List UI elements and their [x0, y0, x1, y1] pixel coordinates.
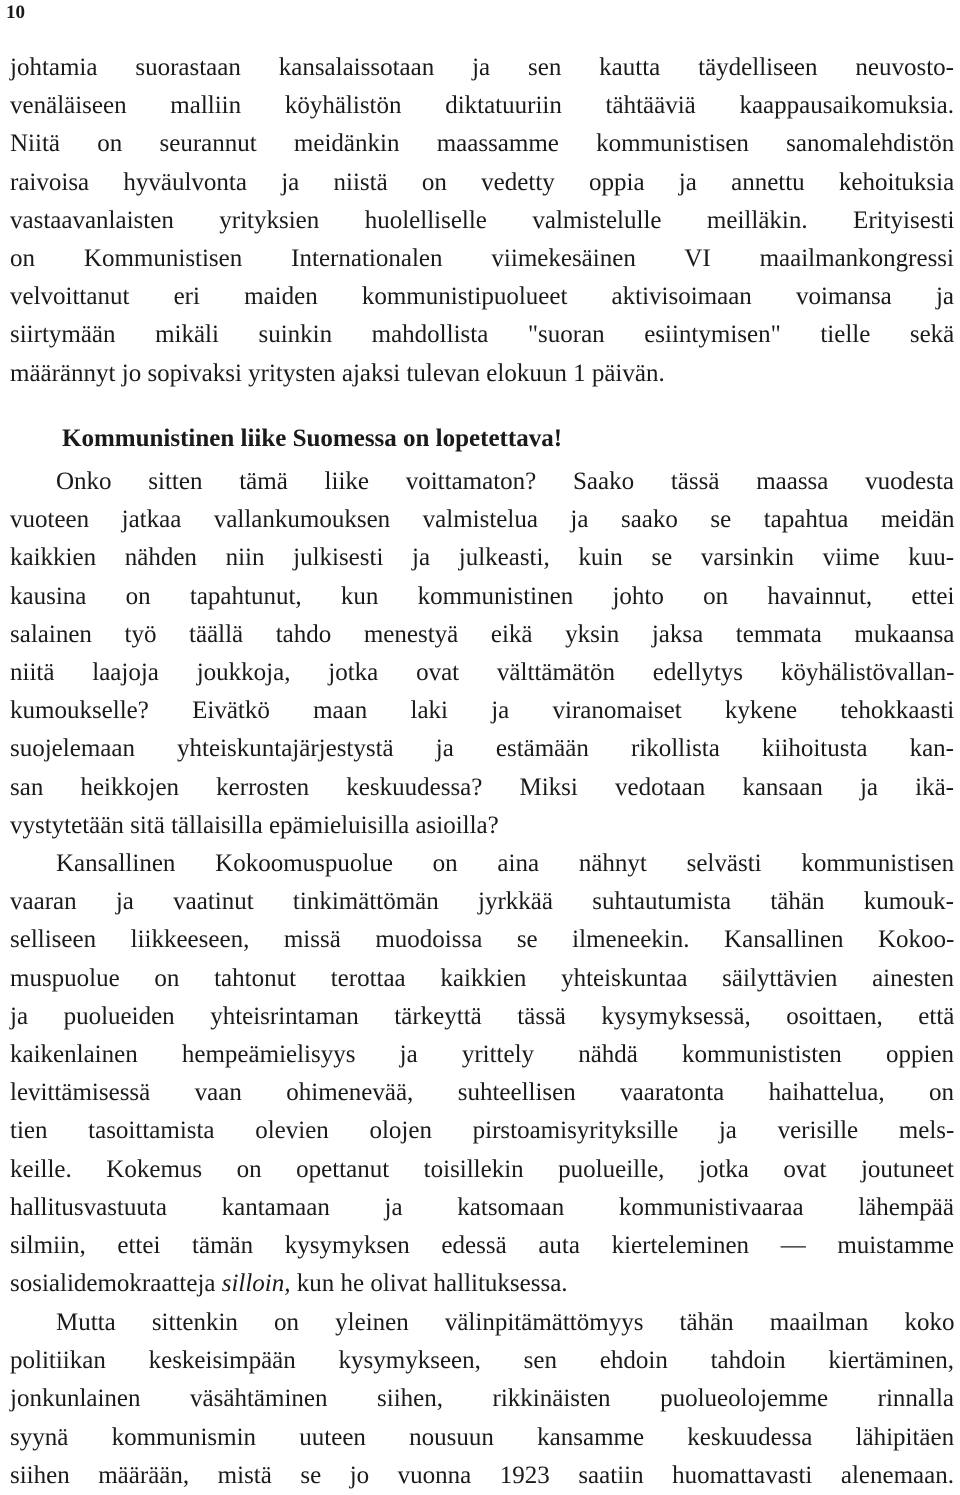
- text-line: ja puolueiden yhteisrintaman tärkeyttä tässä kysymyksessä, osoittaen, että: [10, 1002, 955, 1030]
- text-line: vaaran ja vaatinut tinkimättömän jyrkkää suhtautumista tähän kumouk-: [10, 888, 955, 916]
- text-line: kaikkien nähden niin julkisesti ja julkeasti, kuin se varsinkin viime kuu-: [10, 544, 955, 572]
- page-number: 10: [6, 2, 25, 23]
- text-line: kausina on tapahtunut, kun kommunistinen johto on havainnut, ettei: [10, 582, 955, 610]
- text-fragment: kun he olivat hallituksessa.: [290, 1270, 568, 1298]
- text-line: Mutta sittenkin on yleinen välinpitämättömyys tähän maailman koko: [56, 1309, 955, 1336]
- text-line: Kansallinen Kokoomuspuolue on aina nähnyt selvästi kommunistisen: [56, 850, 955, 877]
- text-fragment: sosialidemokraatteja: [10, 1270, 222, 1298]
- text-line: Niitä on seurannut meidänkin maassamme kommunistisen sanomalehdistön: [10, 130, 955, 158]
- text-line: jonkunlainen väsähtäminen siihen, rikkinäisten puolueolojemme rinnalla: [10, 1385, 954, 1413]
- text-line: politiikan keskeisimpään kysymykseen, sen ehdoin tahdoin kiertäminen,: [10, 1347, 954, 1375]
- text-line: velvoittanut eri maiden kommunistipuolueet aktivisoimaan voimansa ja: [10, 283, 954, 311]
- text-line: [10, 1265, 954, 1303]
- text-line: suojelemaan yhteiskuntajärjestystä ja estämään rikollista kiihoitusta kan-: [10, 735, 954, 763]
- text-line: levittämisessä vaan ohimenevää, suhteellisen vaaratonta haihattelua, on: [10, 1079, 955, 1107]
- text-line: keille. Kokemus on opettanut toisillekin puolueille, jotka ovat joutuneet: [10, 1155, 954, 1183]
- text-line: niitä laajoja joukkoja, jotka ovat välttämätön edellytys köyhälistövallan-: [10, 659, 955, 687]
- text-line: kaikenlainen hempeämielisyys ja yrittely nähdä kommunististen oppien: [10, 1041, 954, 1069]
- text-line: määrännyt jo sopivaksi yritysten ajaksi tulevan elokuun 1 päivän.: [10, 359, 665, 387]
- text-line: silmiin, ettei tämän kysymyksen edessä auta kierteleminen — muistamme: [10, 1232, 954, 1260]
- paragraph-4: [10, 1304, 954, 1495]
- text-line: johtamia suorastaan kansalaissotaan ja sen kautta täydelliseen neuvosto-: [10, 54, 954, 81]
- text-line: muspuolue on tahtonut terottaa kaikkien yhteiskuntaa säilyttävien ainesten: [10, 964, 954, 992]
- text-line: kumoukselle? Eivätkö maan laki ja viranomaiset kykene tehokkaasti: [10, 697, 955, 725]
- italic-word: silloin,: [221, 1270, 291, 1298]
- text-line: syynä kommunismin uuteen nousuun kansamme keskuudessa lähipitäen: [10, 1423, 955, 1451]
- text-line: tien tasoittamista olevien olojen pirstoamisyrityksille ja verisille mels-: [10, 1117, 955, 1145]
- text-line: venäläiseen malliin köyhälistön diktatuuriin tähtääviä kaappausaikomuksia.: [10, 92, 954, 120]
- section-heading: Kommunistinen liike Suomessa on lopetettava!: [62, 425, 563, 452]
- text-line: siihen määrään, mistä se jo vuonna 1923 saatiin huomattavasti alenemaan.: [10, 1461, 954, 1489]
- text-line: vystytetään sitä tällaisilla epämieluisilla asioilla?: [10, 811, 499, 839]
- text-line: selliseen liikkeeseen, missä muodoissa se ilmeneekin. Kansallinen Kokoo-: [10, 926, 955, 954]
- text-line: raivoisa hyväulvonta ja niistä on vedetty oppia ja annettu kehoituksia: [10, 168, 955, 196]
- paragraph-3: [10, 845, 954, 1303]
- text-line: vuoteen jatkaa vallankumouksen valmistelua ja saako se tapahtua meidän: [10, 506, 955, 534]
- text-line: san heikkojen kerrosten keskuudessa? Miksi vedotaan kansaan ja ikä-: [10, 773, 955, 801]
- text-line: on Kommunistisen Internationalen viimekesäinen VI maailmankongressi: [10, 245, 954, 273]
- paragraph-1: [10, 49, 954, 393]
- text-line: salainen työ täällä tahdo menestyä eikä yksin jaksa temmata mukaansa: [10, 620, 955, 648]
- text-line: hallitusvastuuta kantamaan ja katsomaan kommunistivaaraa lähempää: [10, 1193, 954, 1221]
- text-line: vastaavanlaisten yrityksien huolelliselle valmistelulle meilläkin. Erityisesti: [10, 206, 955, 234]
- text-line: Onko sitten tämä liike voittamaton? Saako tässä maassa vuodesta: [56, 468, 955, 495]
- paragraph-2: [10, 463, 954, 845]
- text-line: siirtymään mikäli suinkin mahdollista "suoran esiintymisen" tielle sekä: [10, 321, 955, 349]
